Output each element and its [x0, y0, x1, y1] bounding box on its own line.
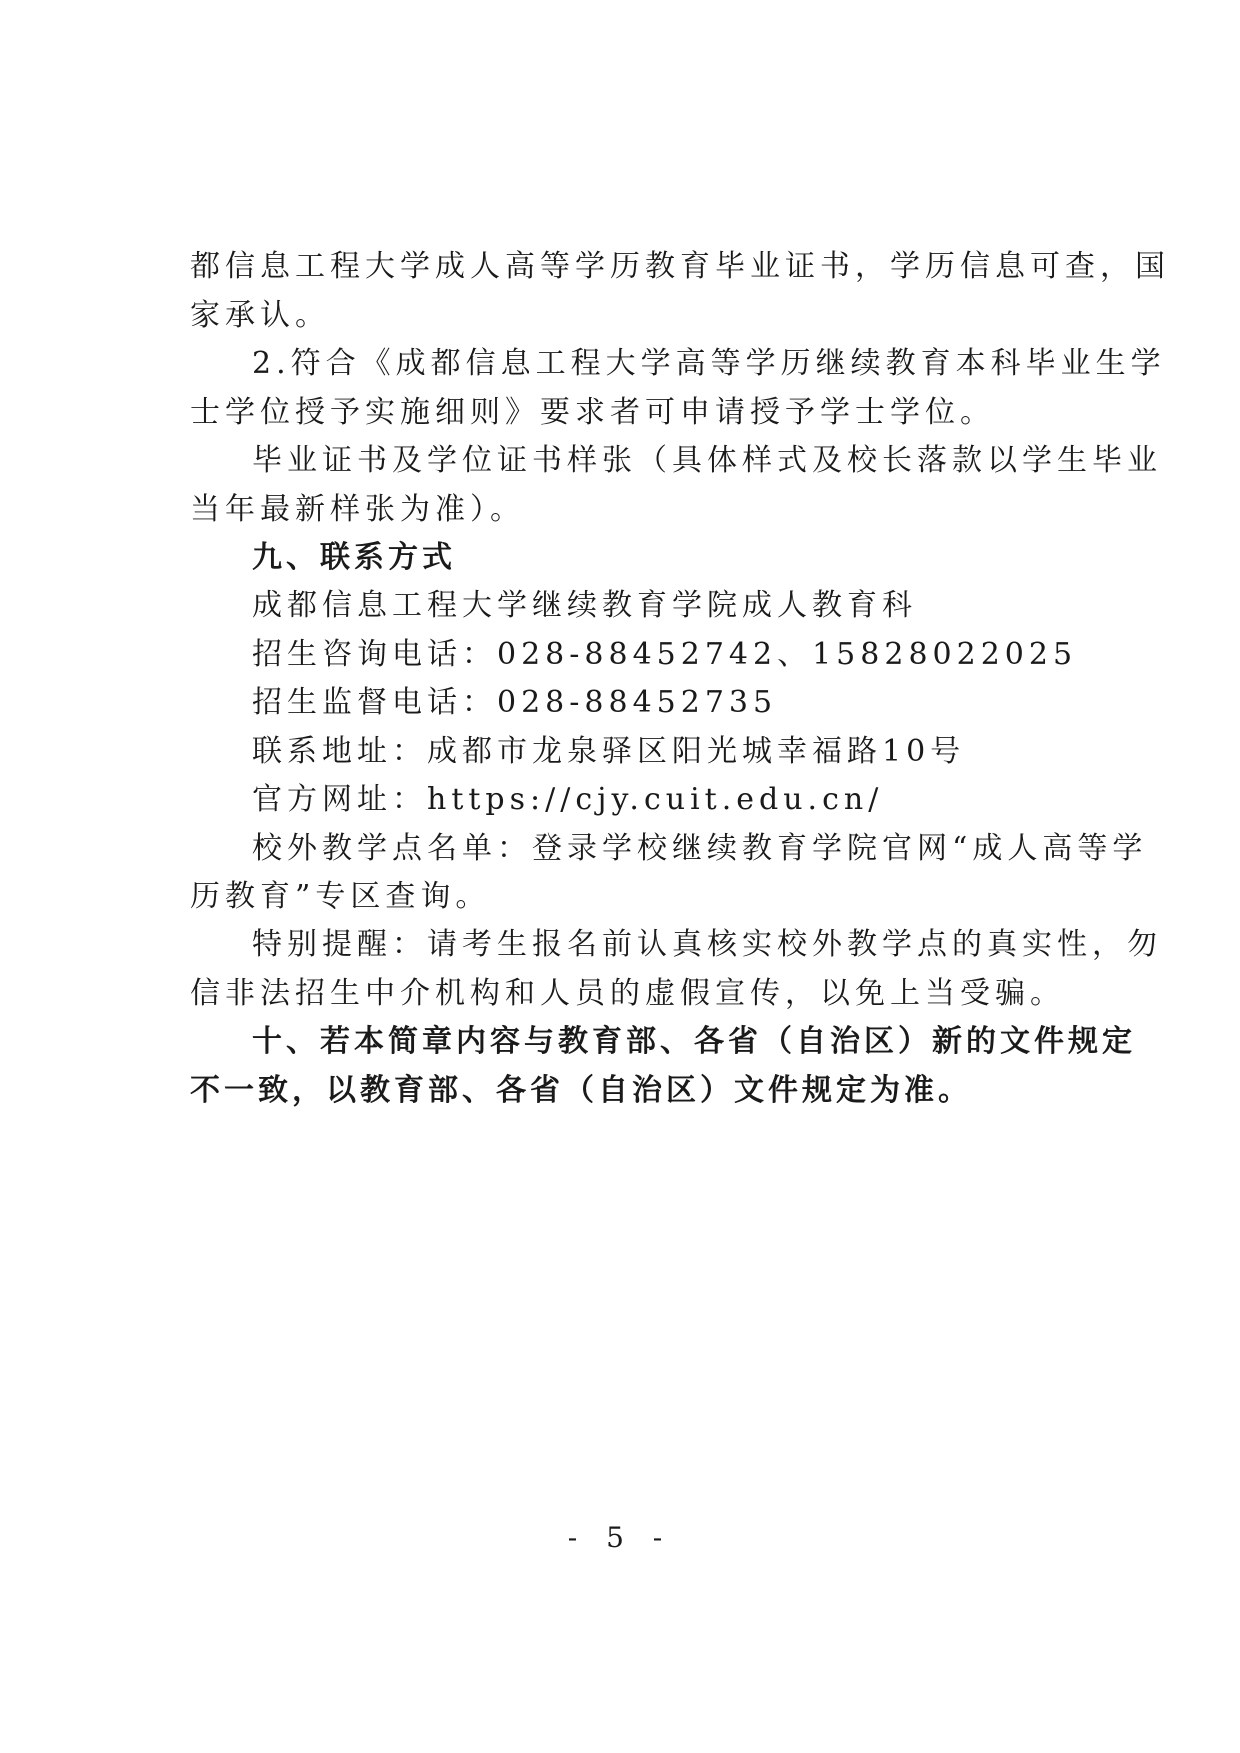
paragraph-line: 毕业证书及学位证书样张（具体样式及校长落款以学生毕业	[252, 443, 1162, 478]
paragraph-line: 历教育”专区查询。	[190, 879, 491, 914]
section-heading-continued: 不一致，以教育部、各省（自治区）文件规定为准。	[190, 1073, 972, 1108]
paragraph-line: 家承认。	[190, 298, 330, 333]
page-number: - 5 -	[567, 1521, 673, 1554]
section-heading: 十、若本简章内容与教育部、各省（自治区）新的文件规定	[252, 1024, 1136, 1059]
paragraph-line: 信非法招生中介机构和人员的虚假宣传，以免上当受骗。	[190, 976, 1065, 1011]
paragraph-line: 都信息工程大学成人高等学历教育毕业证书，学历信息可查，国	[190, 249, 1170, 284]
paragraph-line: 2.符合《成都信息工程大学高等学历继续教育本科毕业生学	[252, 346, 1166, 381]
paragraph-line: 士学位授予实施细则》要求者可申请授予学士学位。	[190, 395, 995, 430]
paragraph-line: 校外教学点名单：登录学校继续教育学院官网“成人高等学	[252, 831, 1148, 866]
contact-phone: 招生咨询电话：028-88452742、15828022025	[252, 637, 1078, 672]
section-heading: 九、联系方式	[252, 540, 456, 575]
contact-address: 联系地址：成都市龙泉驿区阳光城幸福路10号	[252, 734, 966, 769]
supervision-phone: 招生监督电话：028-88452735	[252, 685, 778, 720]
official-website: 官方网址：https://cjy.cuit.edu.cn/	[252, 782, 884, 817]
paragraph-line: 特别提醒：请考生报名前认真核实校外教学点的真实性，勿	[252, 927, 1162, 962]
contact-department: 成都信息工程大学继续教育学院成人教育科	[252, 588, 917, 623]
paragraph-line: 当年最新样张为准）。	[190, 492, 525, 527]
